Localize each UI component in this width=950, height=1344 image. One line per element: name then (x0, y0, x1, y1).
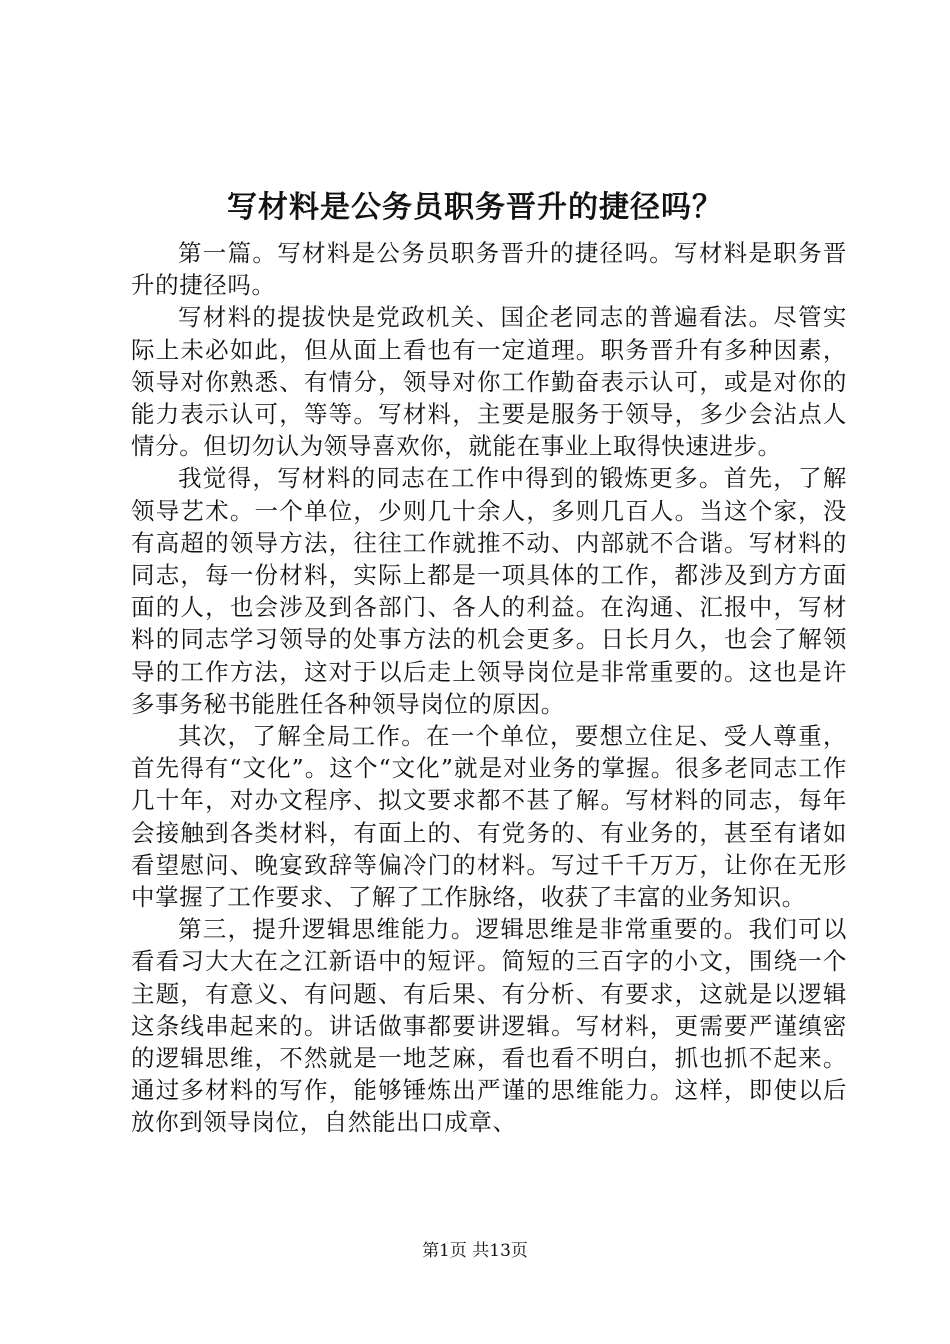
paragraph-5: 第三，提升逻辑思维能力。逻辑思维是非常重要的。我们可以看看习大大在之江新语中的短评。简短的三百字的小文，围绕一个主题，有意义、有问题、有后果、有分析、有要求，这就是以逻辑这条线串起来的。讲话做事都要讲逻辑。写材料，更需要严谨缜密的逻辑思维，不然就是一地芝麻，看也看不明白，抓也抓不起来。通过多材料的写作，能够锤炼出严谨的思维能力。这样，即使以后放你到领导岗位，自然能出口成章、 (131, 915, 847, 1137)
paragraph-4: 其次，了解全局工作。在一个单位，要想立住足、受人尊重，首先得有“文化”。这个“文化”就是对业务的掌握。很多老同志工作几十年，对办文程序、拟文要求都不甚了解。写材料的同志，每年会接触到各类材料，有面上的、有党务的、有业务的，甚至有诸如看望慰问、晚宴致辞等偏冷门的材料。写过千千万万，让你在无形中掌握了工作要求、了解了工作脉络，收获了丰富的业务知识。 (131, 722, 847, 912)
paragraph-1: 第一篇。写材料是公务员职务晋升的捷径吗。写材料是职务晋升的捷径吗。 (131, 239, 847, 300)
paragraph-2: 写材料的提拔快是党政机关、国企老同志的普遍看法。尽管实际上未必如此，但从面上看也有一定道理。职务晋升有多种因素，领导对你熟悉、有情分，领导对你工作勤奋表示认可，或是对你的能力表示认可，等等。写材料，主要是服务于领导，多少会沾点人情分。但切勿认为领导喜欢你，就能在事业上取得快速进步。 (131, 303, 847, 461)
document-body (131, 237, 847, 1139)
paragraph-3: 我觉得，写材料的同志在工作中得到的锻炼更多。首先，了解领导艺术。一个单位，少则几十余人，多则几百人。当这个家，没有高超的领导方法，往往工作就推不动、内部就不合谐。写材料的同志，每一份材料，实际上都是一项具体的工作，都涉及到方方面面的人，也会涉及到各部门、各人的利益。在沟通、汇报中，写材料的同志学习领导的处事方法的机会更多。日长月久，也会了解领导的工作方法，这对于以后走上领导岗位是非常重要的。这也是许多事务秘书能胜任各种领导岗位的原因。 (131, 464, 847, 718)
document-title: 写材料是公务员职务晋升的捷径吗？ (227, 190, 723, 225)
page-footer: 第1页 共13页 (422, 1241, 528, 1261)
